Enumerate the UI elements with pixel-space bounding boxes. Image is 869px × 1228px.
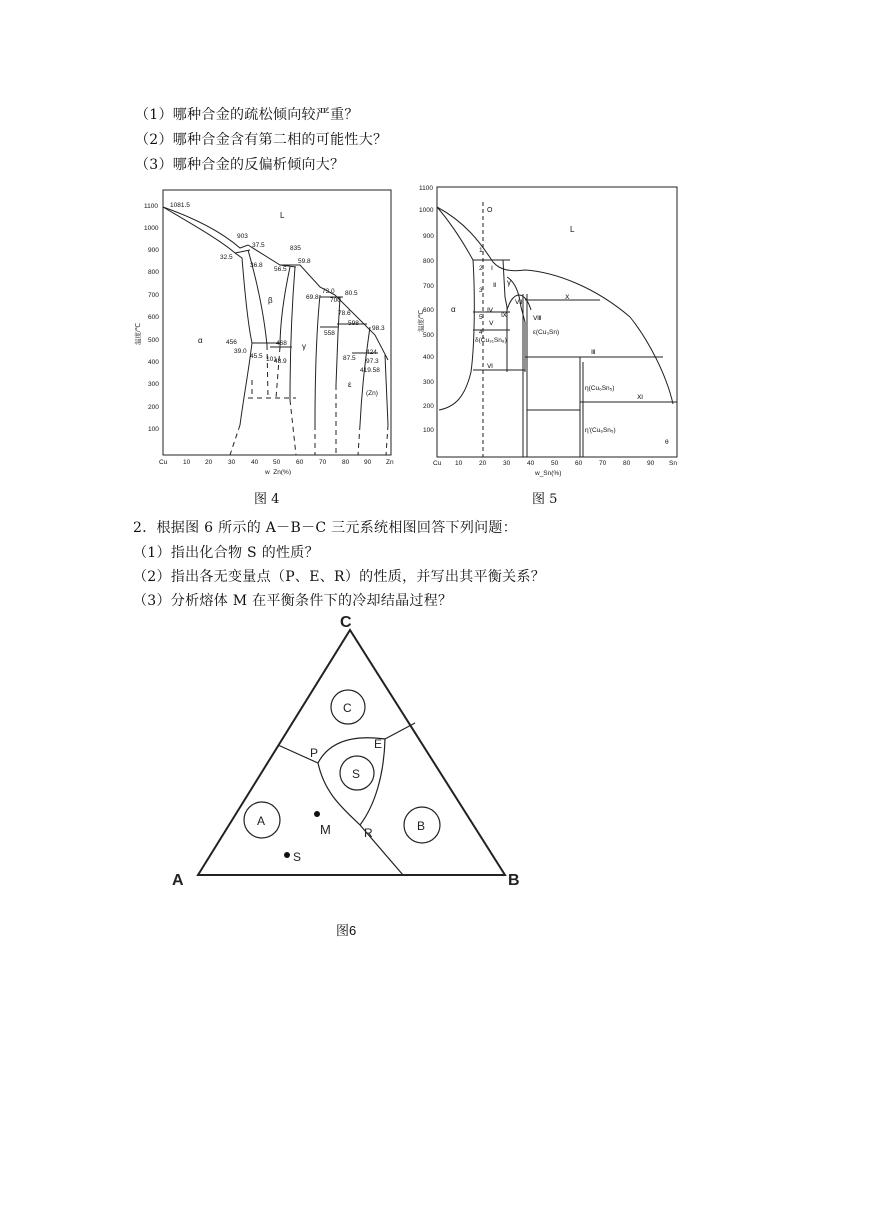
fig5-ytick-100: 100 xyxy=(423,427,434,434)
fig6-point-E: E xyxy=(374,737,383,751)
fig5-plot-frame xyxy=(437,187,677,457)
question-2-item-2: （2）指出各无变量点（P、E、R）的性质，并写出其平衡关系？ xyxy=(133,569,546,585)
fig5-label-eta: η(Cu₆Sn₅) xyxy=(585,385,615,392)
question-2-title: 2．根据图 6 所示的 A－B－C 三元系统相图回答下列问题： xyxy=(133,520,518,536)
fig4-t56_5: 56.5 xyxy=(274,266,287,273)
fig4-xtick-20: 20 xyxy=(205,459,213,466)
fig5-region-4: 4 xyxy=(479,329,483,336)
fig5-region-3: 3 xyxy=(479,287,483,294)
question-1-item-1: （1）哪种合金的疏松倾向较严重？ xyxy=(135,107,359,123)
figure-5-cu-sn-diagram xyxy=(415,182,695,477)
fig5-xtick-10: 10 xyxy=(455,460,463,467)
fig4-gamma-right xyxy=(315,295,320,425)
fig4-t101: 101 xyxy=(266,356,277,363)
fig4-xtick-80: 80 xyxy=(342,459,350,466)
fig4-xlabel: w_Zn(%) xyxy=(265,469,292,475)
fig6-vertex-C: C xyxy=(340,614,352,631)
fig6-point-M-dot xyxy=(314,811,320,817)
fig4-xtick-30: 30 xyxy=(228,459,236,466)
figure-4-caption: 图 4 xyxy=(254,492,280,507)
fig5-label-theta: θ xyxy=(665,439,669,446)
fig4-xtick-90: 90 xyxy=(364,459,372,466)
fig5-xtick-30: 30 xyxy=(503,460,511,467)
fig5-xtick-60: 60 xyxy=(575,460,583,467)
fig5-alpha-solidus xyxy=(437,207,474,410)
figure-4-cu-zn-diagram xyxy=(130,185,405,475)
fig5-xlabel: w_Sn(%) xyxy=(535,470,562,477)
fig4-t45_5: 45.5 xyxy=(250,353,263,360)
fig5-ylabel: 温度/℃ xyxy=(418,309,425,332)
fig5-region-IV: Ⅳ xyxy=(487,307,493,314)
fig5-xtick-20: 20 xyxy=(479,460,487,467)
fig4-xtick-zn: Zn xyxy=(386,459,394,466)
fig5-ytick-1100: 1100 xyxy=(419,185,433,192)
fig6-field-C: C xyxy=(343,701,352,715)
fig6-point-M: M xyxy=(320,822,331,837)
fig5-ytick-900: 900 xyxy=(423,233,434,240)
fig6-triangle xyxy=(198,630,505,875)
fig4-t69_8: 69.8 xyxy=(306,294,319,301)
fig5-region-IX: Ⅸ xyxy=(501,312,507,319)
figure-5-caption: 图 5 xyxy=(532,492,558,507)
fig5-xtick-50: 50 xyxy=(551,460,559,467)
fig4-t424: 424 xyxy=(366,349,377,356)
fig4-t1081: 1081.5 xyxy=(170,202,190,209)
fig4-beta-right xyxy=(280,267,290,347)
fig4-t419: 419.58 xyxy=(360,367,380,374)
fig5-label-delta: δ(Cu₃₁Sn₈) xyxy=(475,337,507,344)
fig4-xtick-10: 10 xyxy=(183,459,191,466)
fig5-label-alpha: α xyxy=(451,305,456,314)
fig5-liquidus xyxy=(437,207,673,404)
fig5-label-O: O xyxy=(487,207,493,214)
fig4-t97_3: 97.3 xyxy=(366,358,379,365)
fig4-ytick-300: 300 xyxy=(148,381,159,388)
fig4-t80_5: 80.5 xyxy=(345,290,358,297)
fig6-point-S: S xyxy=(293,850,302,864)
fig5-region-III: Ⅲ xyxy=(591,349,596,356)
fig4-t87_5: 87.5 xyxy=(343,355,356,362)
fig6-vertex-B: B xyxy=(508,872,520,889)
fig5-ytick-500: 500 xyxy=(423,332,434,339)
fig4-t700: 700 xyxy=(330,297,341,304)
fig5-label-eps: ε(Cu₃Sn) xyxy=(533,329,560,336)
fig5-region-I: Ⅰ xyxy=(491,265,493,272)
fig5-ytick-600: 600 xyxy=(423,307,434,314)
fig4-ytick-500: 500 xyxy=(148,337,159,344)
fig4-label-L: L xyxy=(280,211,285,220)
fig4-t32_5: 32.5 xyxy=(220,254,233,261)
fig5-region-2: 2 xyxy=(479,265,483,272)
fig5-ytick-300: 300 xyxy=(423,379,434,386)
fig4-ytick-400: 400 xyxy=(148,359,159,366)
fig5-region-X: Ⅹ xyxy=(565,294,570,301)
fig4-ylabel: 温度/℃ xyxy=(135,322,142,345)
fig4-t468: 468 xyxy=(276,340,287,347)
fig5-region-5: 5 xyxy=(479,314,483,321)
fig4-label-beta: β xyxy=(268,296,273,305)
fig4-t73_0: 73.0 xyxy=(322,288,335,295)
fig4-ytick-1100: 1100 xyxy=(144,203,158,210)
fig6-boundary-E-to-R xyxy=(360,739,385,825)
fig4-t456: 456 xyxy=(226,339,237,346)
fig4-t558: 558 xyxy=(324,330,335,337)
fig4-label-zn: (Zn) xyxy=(366,390,378,397)
fig4-t98_3: 98.3 xyxy=(372,325,385,332)
fig5-label-L: L xyxy=(570,225,575,234)
fig6-point-P: P xyxy=(310,746,319,760)
fig5-label-eta2: η'(Cu₆Sn₅) xyxy=(585,427,616,434)
fig4-ytick-700: 700 xyxy=(148,292,159,299)
fig5-ytick-800: 800 xyxy=(423,258,434,265)
fig4-ytick-800: 800 xyxy=(148,269,159,276)
fig4-t36_8: 36.8 xyxy=(250,262,263,269)
fig5-region-V: Ⅴ xyxy=(489,320,494,327)
fig5-label-gamma: γ xyxy=(507,278,511,287)
fig4-ytick-1000: 1000 xyxy=(144,225,159,232)
fig4-gamma-left xyxy=(290,267,295,400)
fig6-field-S: S xyxy=(352,767,361,781)
question-2-item-1: （1）指出化合物 S 的性质？ xyxy=(133,545,319,561)
fig5-xtick-80: 80 xyxy=(623,460,631,467)
fig4-xtick-cu: Cu xyxy=(159,459,168,466)
fig6-vertex-A: A xyxy=(172,872,184,889)
question-1-item-3: （3）哪种合金的反偏析倾向大？ xyxy=(135,157,345,173)
fig5-region-II: Ⅱ xyxy=(493,282,497,289)
fig4-t835: 835 xyxy=(290,245,301,252)
fig5-region-VIII: Ⅷ xyxy=(533,315,542,322)
fig4-ytick-200: 200 xyxy=(148,404,159,411)
fig5-ytick-400: 400 xyxy=(423,354,434,361)
fig4-t78_6: 78.6 xyxy=(338,310,351,317)
fig4-label-eps: ε xyxy=(348,380,352,389)
fig4-t39_0: 39.0 xyxy=(234,348,247,355)
fig4-dashed-boundaries xyxy=(230,345,388,455)
fig4-label-alpha: α xyxy=(198,336,203,345)
fig4-t598: 598 xyxy=(348,320,359,327)
fig4-peritectic-903 xyxy=(235,250,250,253)
fig6-field-B: B xyxy=(417,819,426,833)
fig4-xtick-60: 60 xyxy=(296,459,304,466)
fig4-ytick-600: 600 xyxy=(148,314,159,321)
fig6-field-A: A xyxy=(257,814,266,828)
fig4-t59_8: 59.8 xyxy=(298,258,311,265)
fig4-label-gamma: γ xyxy=(302,342,306,351)
fig5-ytick-1000: 1000 xyxy=(419,207,434,214)
fig5-xtick-sn: Sn xyxy=(669,460,677,467)
fig5-xtick-70: 70 xyxy=(599,460,607,467)
fig6-point-S-dot xyxy=(284,852,290,858)
fig5-region-VII: Ⅶ xyxy=(515,299,523,306)
fig4-t903: 903 xyxy=(237,233,248,240)
fig5-xtick-cu: Cu xyxy=(433,460,442,467)
fig5-xtick-90: 90 xyxy=(647,460,655,467)
fig5-gamma-region xyxy=(507,277,525,372)
fig4-liquidus xyxy=(163,207,388,360)
question-1-item-2: （2）哪种合金含有第二相的可能性大？ xyxy=(135,132,388,148)
fig5-ytick-200: 200 xyxy=(423,403,434,410)
fig5-region-1: 1 xyxy=(479,247,483,254)
fig4-ytick-900: 900 xyxy=(148,247,159,254)
fig4-t37_5: 37.5 xyxy=(252,242,265,249)
fig5-region-VI: Ⅵ xyxy=(487,363,493,370)
figure-6-ternary-diagram xyxy=(160,605,540,900)
fig4-xtick-40: 40 xyxy=(251,459,259,466)
fig4-t48_9: 48.9 xyxy=(274,358,287,365)
fig6-boundary-E-to-right xyxy=(385,723,415,739)
fig4-ytick-100: 100 xyxy=(148,426,159,433)
figure-6-caption: 图6 xyxy=(336,923,357,938)
fig5-xtick-40: 40 xyxy=(527,460,535,467)
fig4-zn-solvus xyxy=(385,355,388,425)
fig4-eps-right xyxy=(360,327,370,425)
fig6-point-R: R xyxy=(364,826,373,840)
fig4-xtick-70: 70 xyxy=(319,459,327,466)
question-2-item-3: （3）分析熔体 M 在平衡条件下的冷却结晶过程？ xyxy=(133,593,453,609)
fig5-ytick-700: 700 xyxy=(423,283,434,290)
fig4-xtick-50: 50 xyxy=(273,459,281,466)
fig5-region-XI: Ⅺ xyxy=(637,394,644,401)
